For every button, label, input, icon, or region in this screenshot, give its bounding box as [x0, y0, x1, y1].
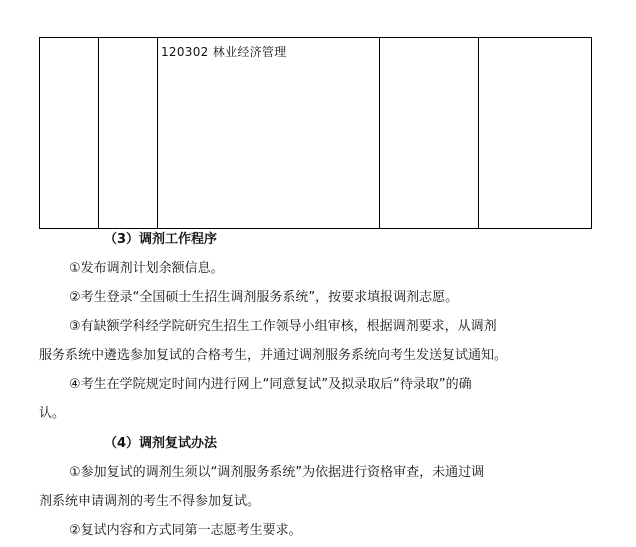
section-4-step-1-cont: 剂系统申请调剂的考生不得参加复试。 — [39, 494, 261, 509]
section-3-step-1: ①发布调剂计划余额信息。 — [69, 261, 224, 276]
section-3-step-4-cont: 认。 — [39, 406, 66, 421]
section-3-step-2: ②考生登录“全国硕士生招生调剂服务系统”，按要求填报调剂志愿。 — [69, 290, 459, 305]
table-cell-1 — [40, 38, 99, 229]
major-table-grid — [39, 37, 592, 229]
section-3-heading: （3）调剂工作程序 — [104, 232, 218, 247]
section-3-step-4: ④考生在学院规定时间内进行网上“同意复试”及拟录取后“待录取”的确 — [69, 377, 472, 392]
section-4-step-1: ①参加复试的调剂生须以“调剂服务系统”为依据进行资格审查，未通过调 — [69, 465, 485, 480]
table-cell-4 — [380, 38, 479, 229]
table-cell-5 — [479, 38, 592, 229]
major-table — [39, 37, 590, 229]
section-3-step-3-cont: 服务系统中遴选参加复试的合格考生，并通过调剂服务系统向考生发送复试通知。 — [39, 348, 508, 363]
section-4-step-2: ②复试内容和方式同第一志愿考生要求。 — [69, 523, 302, 538]
table-cell-major — [158, 38, 380, 229]
major-code-name: 120302 林业经济管理 — [161, 45, 287, 59]
table-cell-2 — [99, 38, 158, 229]
table-row — [40, 38, 592, 229]
section-3-step-3: ③有缺额学科经学院研究生招生工作领导小组审核，根据调剂要求，从调剂 — [69, 319, 497, 334]
section-4-heading: （4）调剂复试办法 — [104, 436, 218, 451]
